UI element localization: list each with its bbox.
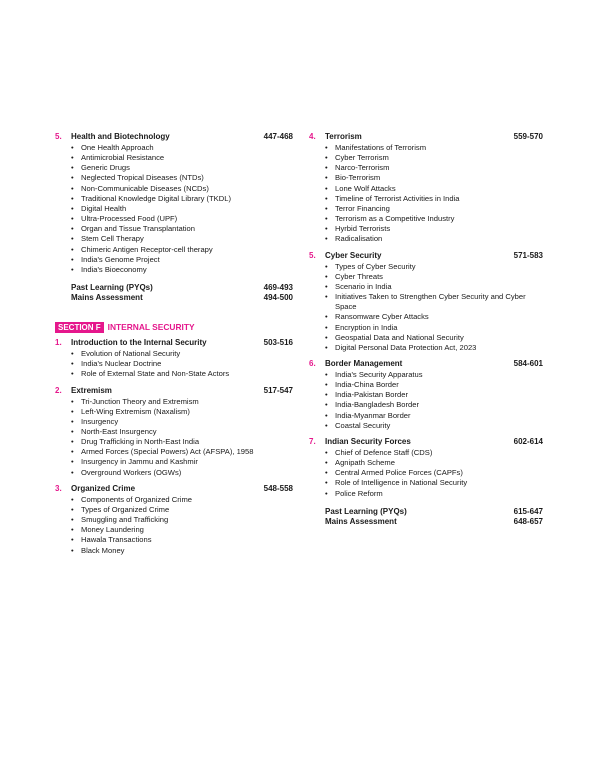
topic-item: • Lone Wolf Attacks bbox=[325, 184, 543, 194]
left-chapters bbox=[55, 132, 293, 275]
chapter-number: 5. bbox=[55, 132, 62, 141]
topic-list bbox=[55, 495, 293, 556]
chapter-heading bbox=[309, 251, 543, 261]
right-extras bbox=[309, 507, 543, 527]
chapter-number: 6. bbox=[309, 358, 316, 368]
topic-item: • Neglected Tropical Diseases (NTDs) bbox=[71, 173, 293, 183]
topic-item: • India-Myanmar Border bbox=[325, 411, 543, 421]
topic-item: • Timeline of Terrorist Activities in India bbox=[325, 194, 543, 204]
topic-list bbox=[55, 397, 293, 478]
topic-item: • Insurgency bbox=[71, 417, 293, 427]
assessment-row bbox=[71, 283, 293, 293]
chapter-title: Extremism bbox=[71, 385, 112, 395]
topic-item: • Chimeric Antigen Receptor-cell therapy bbox=[71, 245, 293, 255]
toc-chapter bbox=[309, 251, 543, 353]
topic-item: • India's Bioeconomy bbox=[71, 265, 293, 275]
topic-item: • Drug Trafficking in North-East India bbox=[71, 437, 293, 447]
assessment-row bbox=[325, 507, 543, 517]
chapter-pages: 517-547 bbox=[263, 385, 293, 395]
topic-item: • Money Laundering bbox=[71, 525, 293, 535]
chapter-title: Organized Crime bbox=[71, 483, 136, 493]
topic-item: • Armed Forces (Special Powers) Act (AFSPA), 1958 bbox=[71, 447, 293, 457]
topic-item: • Ultra-Processed Food (UPF) bbox=[71, 214, 293, 224]
topic-item: • Insurgency in Jammu and Kashmir bbox=[71, 457, 293, 467]
topic-item: • Ransomware Cyber Attacks bbox=[325, 312, 543, 322]
chapter-number: 2. bbox=[55, 385, 62, 395]
topic-item: • Smuggling and Trafficking bbox=[71, 515, 293, 525]
topic-item: • India-Bangladesh Border bbox=[325, 400, 543, 410]
toc-chapter bbox=[55, 338, 293, 379]
topic-item: • Digital Personal Data Protection Act, 2023 bbox=[325, 343, 543, 353]
chapter-heading bbox=[309, 359, 543, 369]
topic-item: • India-Pakistan Border bbox=[325, 390, 543, 400]
chapter-pages: 503-516 bbox=[263, 338, 293, 348]
topic-item: • Traditional Knowledge Digital Library (TKDL) bbox=[71, 194, 293, 204]
topic-item: • Central Armed Police Forces (CAPFs) bbox=[325, 468, 543, 478]
assessment-row bbox=[71, 293, 293, 303]
toc-chapter bbox=[309, 437, 543, 499]
topic-item: • Bio-Terrorism bbox=[325, 173, 543, 183]
topic-item: • Agnipath Scheme bbox=[325, 458, 543, 468]
section-title: INTERNAL SECURITY bbox=[107, 322, 195, 333]
topic-item: • Overground Workers (OGWs) bbox=[71, 468, 293, 478]
chapter-title: Health and Biotechnology bbox=[71, 132, 170, 141]
assessment-pages: 648-657 bbox=[513, 516, 543, 526]
topic-list bbox=[55, 143, 293, 275]
topic-item: • Narco-Terrorism bbox=[325, 163, 543, 173]
topic-item: • Digital Health bbox=[71, 204, 293, 214]
left-column bbox=[55, 132, 293, 562]
topic-item: • Left-Wing Extremism (Naxalism) bbox=[71, 407, 293, 417]
chapter-title: Introduction to the Internal Security bbox=[71, 338, 207, 348]
chapter-title: Indian Security Forces bbox=[325, 436, 411, 446]
topic-item: • Non-Communicable Diseases (NCDs) bbox=[71, 184, 293, 194]
toc-chapter bbox=[55, 132, 293, 275]
topic-list bbox=[55, 349, 293, 379]
topic-item: • North-East Insurgency bbox=[71, 427, 293, 437]
toc-chapter bbox=[55, 386, 293, 478]
topic-item: • India's Nuclear Doctrine bbox=[71, 359, 293, 369]
topic-item: • India's Genome Project bbox=[71, 255, 293, 265]
topic-item: • Stem Cell Therapy bbox=[71, 234, 293, 244]
right-chapters bbox=[309, 132, 543, 499]
right-column bbox=[309, 132, 543, 527]
topic-item: • Cyber Terrorism bbox=[325, 153, 543, 163]
chapter-pages: 584-601 bbox=[513, 358, 543, 368]
assessment-pages: 494-500 bbox=[263, 293, 293, 303]
chapter-pages: 571-583 bbox=[513, 250, 543, 260]
topic-item: • Radicalisation bbox=[325, 234, 543, 244]
assessment-label: Past Learning (PYQs) bbox=[71, 283, 153, 293]
topic-item: • Generic Drugs bbox=[71, 163, 293, 173]
chapter-heading bbox=[55, 338, 293, 348]
chapter-pages: 447-468 bbox=[263, 132, 293, 141]
topic-item: • Geospatial Data and National Security bbox=[325, 333, 543, 343]
chapter-number: 5. bbox=[309, 250, 316, 260]
topic-item: • Terror Financing bbox=[325, 204, 543, 214]
topic-item: • Role of External State and Non-State Actors bbox=[71, 369, 293, 379]
assessment-pages: 615-647 bbox=[513, 506, 543, 516]
section-header bbox=[55, 322, 293, 333]
topic-item: • India's Security Apparatus bbox=[325, 370, 543, 380]
chapter-pages: 548-558 bbox=[263, 483, 293, 493]
chapter-pages: 559-570 bbox=[513, 132, 543, 141]
assessment-row bbox=[325, 517, 543, 527]
topic-list bbox=[309, 370, 543, 431]
chapter-title: Cyber Security bbox=[325, 250, 382, 260]
topic-item: • Tri-Junction Theory and Extremism bbox=[71, 397, 293, 407]
toc-chapter bbox=[55, 484, 293, 556]
left-extras bbox=[55, 283, 293, 303]
topic-item: • Encryption in India bbox=[325, 323, 543, 333]
assessment-label: Past Learning (PYQs) bbox=[325, 506, 407, 516]
topic-item: • Role of Intelligence in National Security bbox=[325, 478, 543, 488]
topic-item: • Initiatives Taken to Strengthen Cyber Security and Cyber Space bbox=[325, 292, 543, 312]
toc-chapter bbox=[309, 132, 543, 245]
topic-item: • Types of Cyber Security bbox=[325, 262, 543, 272]
assessment-label: Mains Assessment bbox=[325, 516, 397, 526]
topic-item: • Components of Organized Crime bbox=[71, 495, 293, 505]
topic-list bbox=[309, 262, 543, 353]
topic-item: • Cyber Threats bbox=[325, 272, 543, 282]
chapter-pages: 602-614 bbox=[513, 436, 543, 446]
chapter-number: 1. bbox=[55, 338, 62, 348]
toc-chapter bbox=[309, 359, 543, 431]
topic-item: • Black Money bbox=[71, 546, 293, 556]
chapter-number: 4. bbox=[309, 132, 316, 141]
topic-item: • Hawala Transactions bbox=[71, 535, 293, 545]
chapter-number: 7. bbox=[309, 436, 316, 446]
topic-list bbox=[309, 448, 543, 499]
topic-item: • Chief of Defence Staff (CDS) bbox=[325, 448, 543, 458]
topic-item: • Antimicrobial Resistance bbox=[71, 153, 293, 163]
topic-item: • Hyrbid Terrorists bbox=[325, 224, 543, 234]
topic-item: • Scenario in India bbox=[325, 282, 543, 292]
chapter-heading bbox=[309, 437, 543, 447]
chapter-heading bbox=[55, 484, 293, 494]
assessment-label: Mains Assessment bbox=[71, 293, 143, 303]
chapter-heading bbox=[55, 386, 293, 396]
chapter-heading bbox=[309, 132, 543, 142]
topic-list bbox=[309, 143, 543, 245]
topic-item: • Organ and Tissue Transplantation bbox=[71, 224, 293, 234]
chapter-title: Border Management bbox=[325, 358, 403, 368]
section-chapters bbox=[55, 338, 293, 556]
assessment-pages: 469-493 bbox=[263, 283, 293, 293]
chapter-number: 3. bbox=[55, 483, 62, 493]
topic-item: • Manifestations of Terrorism bbox=[325, 143, 543, 153]
topic-item: • One Health Approach bbox=[71, 143, 293, 153]
chapter-heading bbox=[55, 132, 293, 142]
topic-item: • Terrorism as a Competitive Industry bbox=[325, 214, 543, 224]
topic-item: • India-China Border bbox=[325, 380, 543, 390]
topic-item: • Types of Organized Crime bbox=[71, 505, 293, 515]
topic-item: • Coastal Security bbox=[325, 421, 543, 431]
chapter-title: Terrorism bbox=[325, 132, 362, 141]
section-tag: SECTION F bbox=[55, 322, 104, 333]
topic-item: • Police Reform bbox=[325, 489, 543, 499]
topic-item: • Evolution of National Security bbox=[71, 349, 293, 359]
